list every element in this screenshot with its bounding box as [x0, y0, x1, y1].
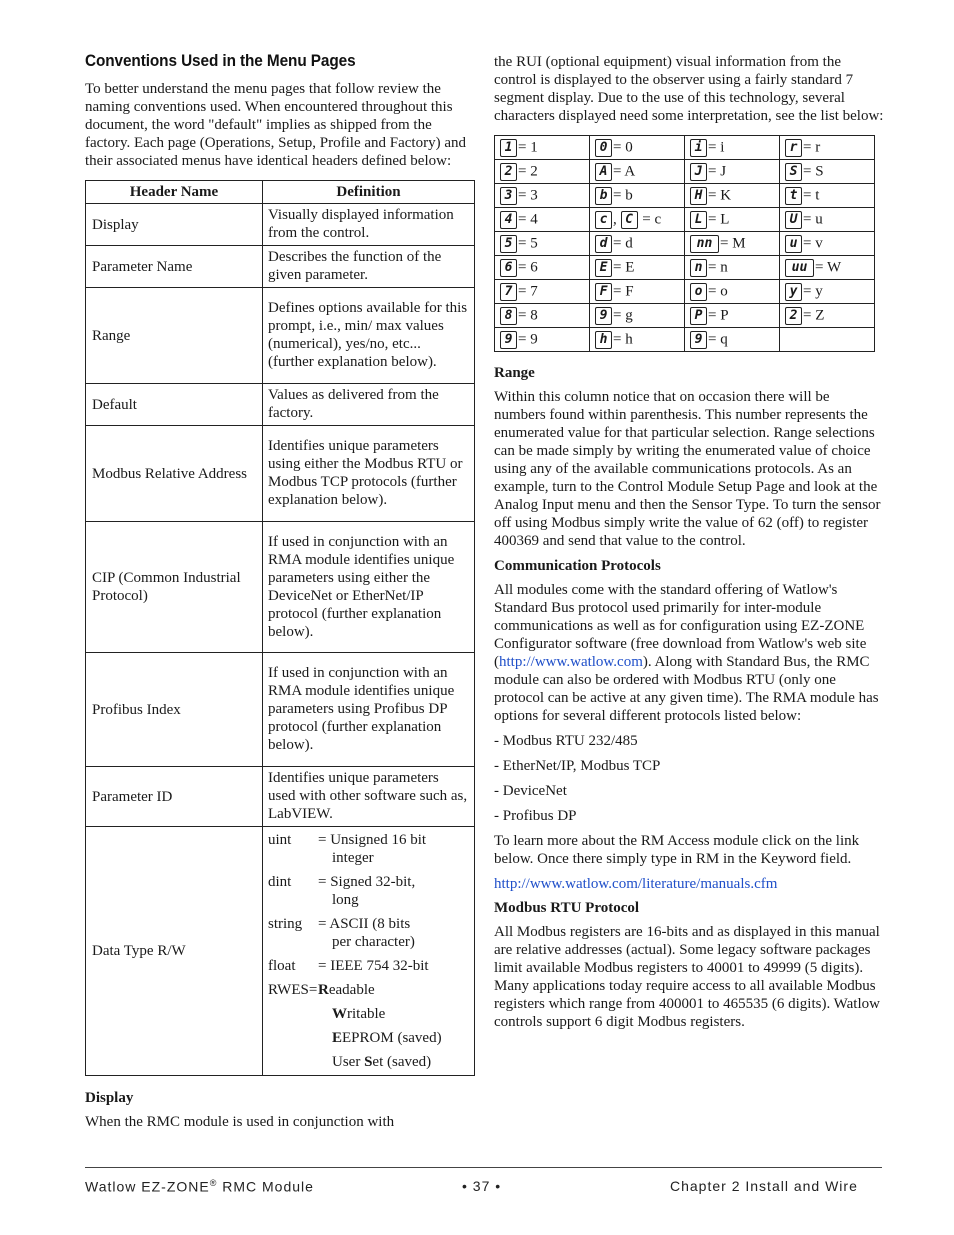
segment-row [495, 232, 875, 256]
segment-glyph: u [785, 235, 802, 253]
table-row [86, 653, 475, 767]
segment-cell [780, 256, 875, 280]
segment-glyph: E [595, 259, 612, 277]
row-definition: Identifies unique parameters using either the Modbus RTU or Modbus TCP protocols (further explanation below). [263, 426, 475, 522]
segment-glyph: 9 [595, 307, 612, 325]
type-key: float [268, 958, 296, 974]
row-name: Parameter ID [86, 767, 263, 827]
segment-value: = 9 [518, 330, 538, 347]
segment-cell [495, 160, 590, 184]
segment-glyph: d [595, 235, 612, 253]
row-name: CIP (Common Industrial Protocol) [86, 522, 263, 653]
segment-cell [590, 280, 685, 304]
table-header-row [86, 181, 475, 204]
intro-paragraph: To better understand the menu pages that follow review the naming conventions used. When encountered throughout this document, the word "default" implies as shipped from the factory. Each page (Operations, Setup, Profile and Factory) and their associated menus have identical headers defined below: [85, 81, 466, 169]
segment-cell [590, 304, 685, 328]
segment-value: = F [613, 282, 634, 299]
segment-glyph: 2 [785, 307, 802, 325]
footer-chapter: Chapter 2 Install and Wire [670, 1178, 858, 1194]
table-row [86, 767, 475, 827]
segment-value: = P [708, 306, 729, 323]
segment-cell [780, 232, 875, 256]
segment-glyph: 0 [595, 139, 612, 157]
segment-glyph: o [690, 283, 707, 301]
segment-value: = 7 [518, 282, 538, 299]
range-paragraph: Within this column notice that on occasion there will be numbers found within parenthesis. This number represents the enumerated value for that particular selection. Range selections can be made simply by writing the enumerated value of choice using any of the available communications protocols. As an example, turn to the Control Module Setup Page and look at the Analog Input menu and then the Sensor Type. To turn the sensor off using Modbus simply write the value of 62 (off) to register 400369 and send that value to the control. [494, 389, 881, 549]
segment-glyph: 9 [500, 331, 517, 349]
segment-cell [495, 184, 590, 208]
segment-cell [780, 328, 875, 352]
type-value-cont: integer [332, 850, 374, 866]
segment-glyph: y [785, 283, 802, 301]
segment-value: = t [803, 186, 820, 203]
segment-value: = M [720, 234, 746, 251]
segment-value: = 3 [518, 186, 538, 203]
footer-divider [85, 1167, 882, 1168]
seven-segment-table [494, 135, 875, 352]
segment-row [495, 208, 875, 232]
segment-glyph: h [595, 331, 612, 349]
segment-cell [495, 136, 590, 160]
segment-value: = y [803, 282, 823, 299]
row-definition: If used in conjunction with an RMA module identifies unique parameters using Profibus DP protocol (further explanation below). [263, 653, 475, 767]
footer-product: Watlow EZ-ZONE® RMC Module [85, 1178, 314, 1195]
segment-value: = J [708, 162, 727, 179]
comm-heading: Communication Protocols [494, 558, 661, 574]
segment-cell [590, 256, 685, 280]
segment-value: = n [708, 258, 728, 275]
segment-cell [685, 328, 780, 352]
segment-row [495, 160, 875, 184]
list-item: - DeviceNet [494, 783, 567, 799]
segment-cell: c , C = c [590, 208, 685, 232]
segment-cell [495, 232, 590, 256]
segment-cell [685, 256, 780, 280]
data-type-definitions [263, 827, 475, 1076]
type-value-cont: per character) [332, 934, 415, 950]
segment-value: = 8 [518, 306, 538, 323]
segment-row [495, 256, 875, 280]
type-value: = IEEE 754 32-bit [318, 958, 429, 974]
segment-value: = L [708, 210, 730, 227]
type-value: = ASCII (8 bits [318, 916, 411, 932]
segment-glyph: 8 [500, 307, 517, 325]
protocol-list [494, 732, 884, 825]
segment-glyph: J [690, 163, 707, 181]
segment-glyph: U [785, 211, 802, 229]
data-type-float [268, 957, 469, 975]
segment-value: = A [613, 162, 636, 179]
segment-value: = 4 [518, 210, 538, 227]
segment-glyph: 6 [500, 259, 517, 277]
segment-row [495, 136, 875, 160]
segment-cell [590, 328, 685, 352]
data-type-uint [268, 831, 469, 867]
display-paragraph: When the RMC module is used in conjunction with [85, 1114, 395, 1130]
segment-row [495, 328, 875, 352]
row-name: Modbus Relative Address [86, 426, 263, 522]
segment-glyph: P [690, 307, 707, 325]
segment-cell [780, 304, 875, 328]
segment-glyph: t [785, 187, 802, 205]
learn-paragraph: To learn more about the RM Access module click on the link below. Once there simply type in RM in the Keyword field. [494, 833, 860, 867]
segment-cell [685, 136, 780, 160]
row-definition: Visually displayed information from the control. [263, 204, 475, 246]
conventions-table [85, 180, 475, 1076]
row-name: Profibus Index [86, 653, 263, 767]
header-name-column: Header Name [86, 181, 263, 204]
type-key: uint [268, 832, 292, 848]
segment-value: = v [803, 234, 823, 251]
rwes-writable: Writable [332, 1006, 386, 1022]
segment-cell [685, 160, 780, 184]
segment-value: = b [613, 186, 633, 203]
segment-row [495, 280, 875, 304]
right-column [494, 53, 884, 1031]
data-type-rwes [268, 981, 469, 999]
modbus-paragraph: All Modbus registers are 16-bits and as displayed in this manual are relative addresses (actual). Some legacy software packages limit available Modbus registers to 40001 to 49999 (5 digits). Many applications today require access to all available Modbus registers which range from 400001 to 465535 (6 digits). Watlow controls support 6 digit Modbus registers. [494, 924, 880, 1030]
footer-page-number: • 37 • [462, 1178, 502, 1194]
segment-glyph: 2 [500, 163, 517, 181]
rwes-user-set: User Set (saved) [332, 1054, 432, 1070]
segment-cell [780, 280, 875, 304]
segment-glyph: 7 [500, 283, 517, 301]
segment-glyph: 3 [500, 187, 517, 205]
segment-cell [685, 208, 780, 232]
segment-glyph: b [595, 187, 612, 205]
range-heading: Range [494, 365, 535, 381]
row-name: Parameter Name [86, 246, 263, 288]
segment-value: = 6 [518, 258, 538, 275]
type-key: dint [268, 874, 292, 890]
segment-glyph: F [595, 283, 612, 301]
segment-glyph: 5 [500, 235, 517, 253]
segment-glyph: H [690, 187, 707, 205]
type-value: = Unsigned 16 bit [318, 832, 427, 848]
segment-cell [495, 328, 590, 352]
segment-glyph: n [690, 259, 707, 277]
rwes-key: RWES= [268, 982, 318, 998]
segment-value: = o [708, 282, 728, 299]
segment-cell [495, 280, 590, 304]
table-row [86, 384, 475, 426]
row-definition: Describes the function of the given parameter. [263, 246, 475, 288]
segment-cell [495, 304, 590, 328]
table-row [86, 288, 475, 384]
segment-glyph: c [595, 211, 612, 229]
definition-column: Definition [263, 181, 475, 204]
display-continuation: the RUI (optional equipment) visual information from the control is displayed to the observer using a fairly standard 7 segment display. Due to the use of this technology, several characters displayed need some interpretation, see the list below: [494, 54, 884, 124]
segment-value: = u [803, 210, 823, 227]
segment-row [495, 184, 875, 208]
display-heading: Display [85, 1090, 134, 1106]
segment-glyph: L [690, 211, 707, 229]
segment-cell [780, 136, 875, 160]
segment-glyph: S [785, 163, 802, 181]
segment-value: = S [803, 162, 824, 179]
segment-value: = 1 [518, 138, 538, 155]
segment-value: = q [708, 330, 728, 347]
segment-value: = c [642, 210, 662, 227]
rwes-readable: Readable [318, 982, 375, 998]
segment-value: = 5 [518, 234, 538, 251]
segment-glyph: A [595, 163, 612, 181]
row-name: Default [86, 384, 263, 426]
segment-value: = 2 [518, 162, 538, 179]
section-heading: Conventions Used in the Menu Pages [85, 52, 356, 70]
segment-cell [780, 160, 875, 184]
segment-glyph: 1 [500, 139, 517, 157]
segment-cell [590, 160, 685, 184]
table-row [86, 246, 475, 288]
rwes-eeprom: EEPROM (saved) [332, 1030, 442, 1046]
row-definition: Identifies unique parameters used with other software such as, LabVIEW. [263, 767, 475, 827]
segment-glyph: nn [690, 235, 719, 253]
segment-glyph: uu [785, 259, 814, 277]
segment-cell [685, 184, 780, 208]
segment-cell [590, 232, 685, 256]
table-row [86, 204, 475, 246]
segment-cell [495, 208, 590, 232]
segment-glyph: 9 [690, 331, 707, 349]
segment-cell [685, 232, 780, 256]
segment-value: = h [613, 330, 633, 347]
segment-cell [590, 136, 685, 160]
left-column [85, 52, 475, 1131]
segment-cell [590, 184, 685, 208]
segment-row [495, 304, 875, 328]
segment-value: = Z [803, 306, 825, 323]
segment-cell [685, 280, 780, 304]
data-type-string [268, 915, 469, 951]
type-value-cont: long [332, 892, 359, 908]
segment-value: = W [815, 258, 842, 275]
segment-cell [495, 256, 590, 280]
watlow-link[interactable]: http://www.watlow.com [499, 654, 643, 670]
segment-value: = d [613, 234, 633, 251]
row-definition: If used in conjunction with an RMA module identifies unique parameters using either the DeviceNet or EtherNet/IP protocol (further explanation below). [263, 522, 475, 653]
type-key: string [268, 916, 303, 932]
segment-value: = K [708, 186, 732, 203]
manuals-link[interactable]: http://www.watlow.com/literature/manuals.cfm [494, 876, 778, 892]
table-row-data-type [86, 827, 475, 1076]
segment-cell [685, 304, 780, 328]
comm-paragraph: All modules come with the standard offering of Watlow's Standard Bus protocol used primarily for inter-module communications as well as for configuration using EZ-ZONE Configurator software (free download from Watlow's web site (http://www.watlow.com). Along with Standard Bus, the RMC module can also be ordered with Modbus RTU (only one protocol can be active at any given time). The RMA module has options for several different protocols listed below: [494, 582, 879, 724]
row-definition: Values as delivered from the factory. [263, 384, 475, 426]
list-item: - EtherNet/IP, Modbus TCP [494, 758, 661, 774]
modbus-heading: Modbus RTU Protocol [494, 900, 640, 916]
row-name: Data Type R/W [86, 827, 263, 1076]
type-value: = Signed 32-bit, [318, 874, 416, 890]
table-row [86, 522, 475, 653]
segment-value: = g [613, 306, 633, 323]
segment-glyph: 4 [500, 211, 517, 229]
row-name: Range [86, 288, 263, 384]
list-item: - Modbus RTU 232/485 [494, 733, 638, 749]
segment-value: = E [613, 258, 635, 275]
segment-cell [780, 184, 875, 208]
segment-glyph: i [690, 139, 707, 157]
table-row [86, 426, 475, 522]
segment-cell [780, 208, 875, 232]
data-type-dint [268, 873, 469, 909]
segment-value: = i [708, 138, 725, 155]
list-item: - Profibus DP [494, 808, 577, 824]
segment-glyph: r [785, 139, 802, 157]
segment-value: = r [803, 138, 821, 155]
segment-value: = 0 [613, 138, 633, 155]
row-name: Display [86, 204, 263, 246]
row-definition: Defines options available for this prompt, i.e., min/ max values (numerical), yes/no, etc... (further explanation below). [263, 288, 475, 384]
segment-glyph: C [621, 211, 638, 229]
